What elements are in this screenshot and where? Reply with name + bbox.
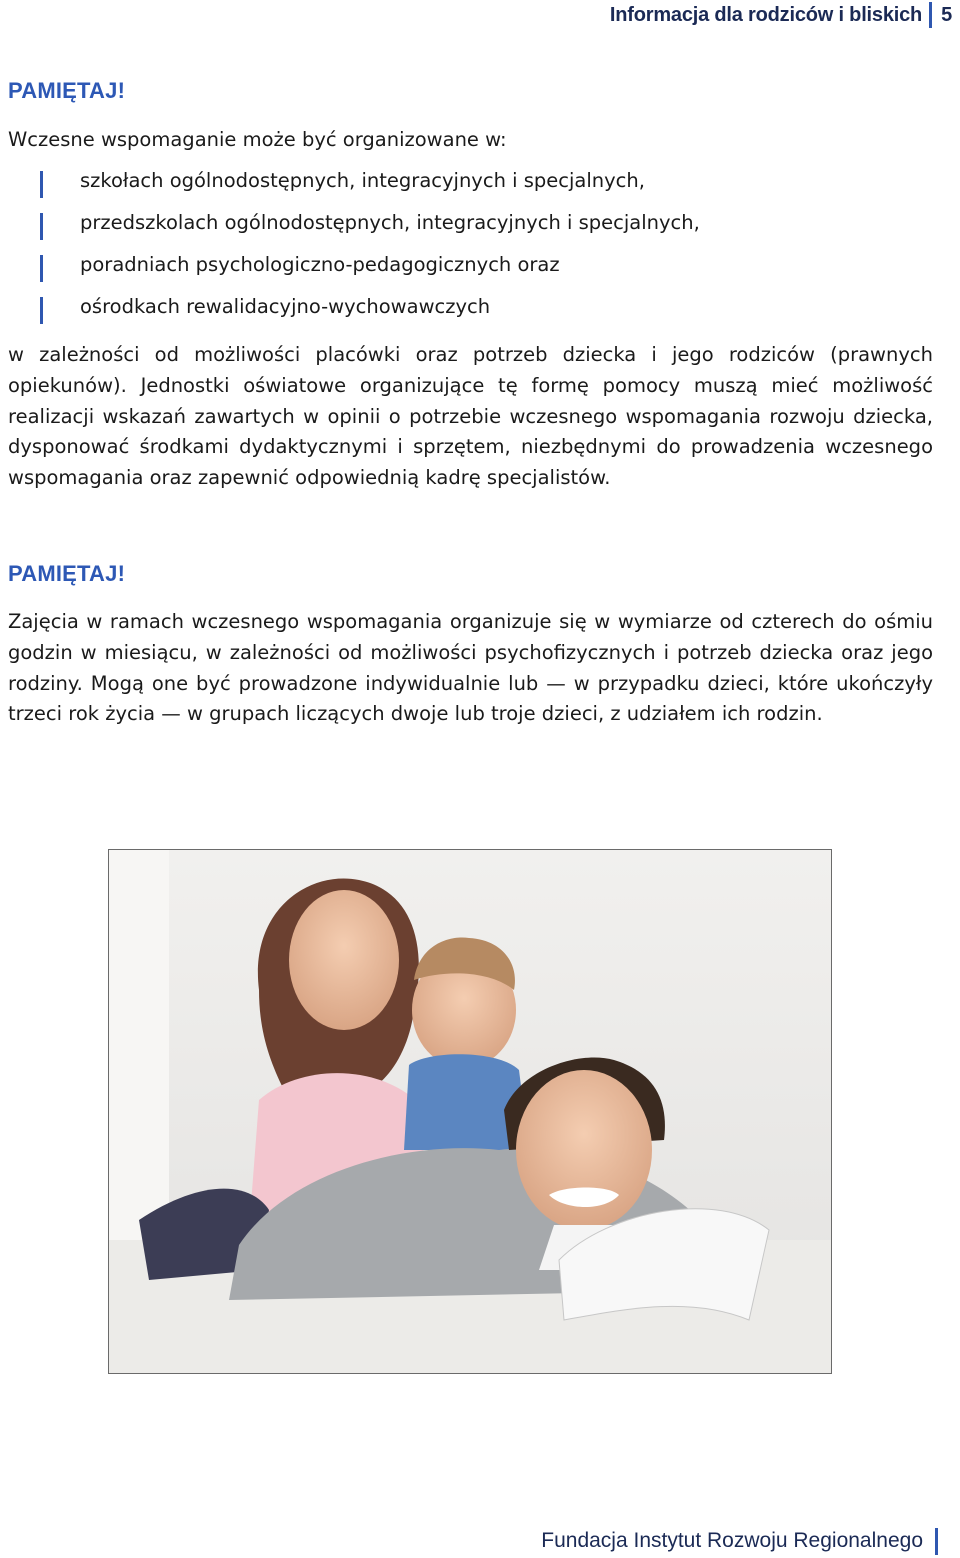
body-paragraph-2: Zajęcia w ramach wczesnego wspomagania organizuje się w wymiarze od czterech do ośmiu godzin w miesiącu, w zależności od możliwości psychofizycznych i potrzeb dziecka oraz jego rodziny. Mogą one być prowadzone indywidualnie lub — w przypadku dzieci, które ukończyły trzeci rok życia — w grupach liczących dwoje lub troje dzieci, z udziałem ich rodzin. [8,610,933,726]
running-footer [541,1525,938,1557]
remember-heading-1: PAMIĘTAJ! [8,78,126,103]
remember-heading-2: PAMIĘTAJ! [8,561,126,586]
footer-divider [935,1528,938,1555]
list-item: ośrodkach rewalidacyjno-wychowawczych [40,295,700,337]
header-divider [929,2,932,28]
page-number: 5 [941,3,952,26]
lead-sentence: Wczesne wspomaganie może być organizowane w: [8,128,507,151]
family-photo [108,849,832,1374]
list-marker [40,213,43,240]
running-header [610,0,952,30]
list-item: poradniach psychologiczno-pedagogicznych oraz [40,253,700,295]
institution-list [40,169,700,337]
list-marker [40,255,43,282]
body-paragraph-1: w zależności od możliwości placówki oraz potrzeb dziecka i jego rodziców (prawnych opiekunów). Jednostki oświatowe organizujące tę formę pomocy muszą mieć możliwość realizacji wskazań zawartych w opinii o potrzebie wczesnego wspomagania rozwoju dziecka, dysponować środkami dydaktycznymi i sprzętem, niezbędnymi do prowadzenia wczesnego wspomagania oraz zapewnić odpowiednią kadrę specjalistów. [8,343,933,490]
family-photo-illustration [109,850,831,1373]
footer-text: Fundacja Instytut Rozwoju Regionalnego [541,1529,923,1552]
list-marker [40,171,43,198]
header-title: Informacja dla rodziców i bliskich [609,3,923,26]
list-marker [40,297,43,324]
list-item: szkołach ogólnodostępnych, integracyjnych i specjalnych, [40,169,700,211]
list-item: przedszkolach ogólnodostępnych, integracyjnych i specjalnych, [40,211,700,253]
